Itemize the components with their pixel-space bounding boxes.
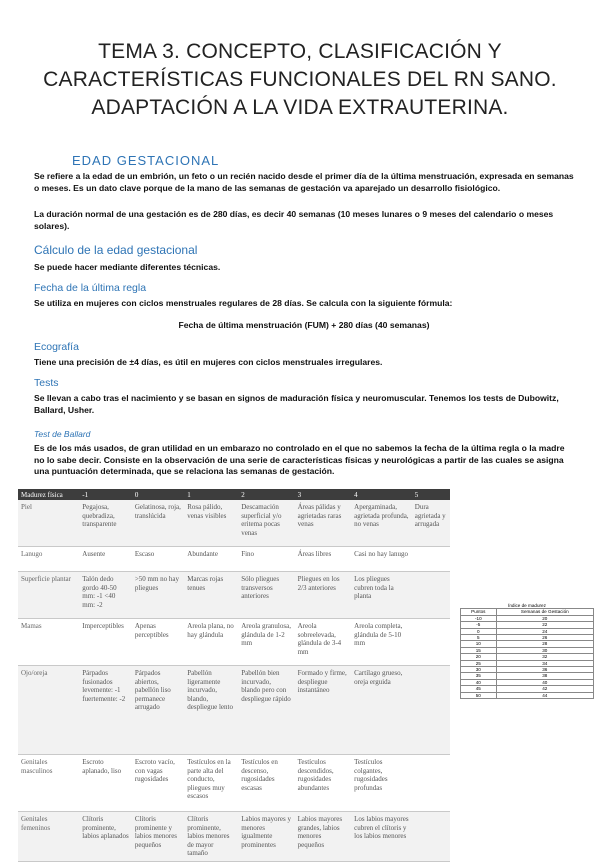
ballard-cell: Párpados abiertos, pabellón liso permanece arrugado bbox=[132, 666, 184, 755]
ballard-cell: Pabellón bien incurvado, blando pero con despliegue rápido bbox=[238, 666, 294, 755]
ballard-header-cell: 5 bbox=[412, 489, 450, 500]
ballard-row-label: Genitales masculinos bbox=[18, 755, 79, 812]
ballard-cell: Clítoris prominente, labios aplanados bbox=[79, 812, 132, 862]
ballard-cell: Fino bbox=[238, 547, 294, 572]
ballard-cell: Clítoris prominente y labios menores pequeños bbox=[132, 812, 184, 862]
ballard-cell: Párpados fusionados levemente: -1 fuertemente: -2 bbox=[79, 666, 132, 755]
maturity-index-cell: 28 bbox=[496, 641, 593, 647]
maturity-index-cell: 44 bbox=[496, 692, 593, 698]
maturity-index-cell: 32 bbox=[496, 654, 593, 660]
maturity-index-cell: 30 bbox=[461, 667, 497, 673]
paragraph-duracion-normal: La duración normal de una gestación es de 280 días, es decir 40 semanas (10 meses lunares o 9 meses del calendario o meses solares). bbox=[34, 209, 554, 231]
maturity-index-cell: 10 bbox=[461, 641, 497, 647]
ballard-cell: Pabellón ligeramente incurvado, blando, despliegue lento bbox=[184, 666, 238, 755]
paragraph-edad-definicion: Se refiere a la edad de un embrión, un feto o un recién nacido desde el primer día de la última menstruación, expresada en semanas o meses. Es un dato clave porque de la mano de las semanas de gestación va aparejado un desarrollo fisiológico. bbox=[34, 171, 574, 193]
maturity-index-cell: 20 bbox=[461, 654, 497, 660]
ballard-header-row bbox=[18, 489, 450, 500]
heading-calculo: Cálculo de la edad gestacional bbox=[34, 243, 198, 257]
ballard-cell: Cartílago grueso, oreja erguida bbox=[351, 666, 412, 755]
ballard-cell: Areola sobreelevada, glándula de 3-4 mm bbox=[295, 619, 352, 666]
heading-test-ballard: Test de Ballard bbox=[34, 429, 91, 439]
maturity-index-cell: 40 bbox=[461, 679, 497, 685]
maturity-index-cell: 50 bbox=[461, 692, 497, 698]
ballard-cell: Apergaminada, agrietada profunda, no venas bbox=[351, 500, 412, 547]
ballard-cell: Escaso bbox=[132, 547, 184, 572]
ballard-row bbox=[18, 619, 450, 666]
maturity-index-cell: 40 bbox=[496, 679, 593, 685]
ballard-cell: Talón dedo gordo 40-50 mm: -1 <40 mm: -2 bbox=[79, 572, 132, 619]
maturity-index-cell: -10 bbox=[461, 615, 497, 621]
ballard-cell: Gelatinosa, roja, translúcida bbox=[132, 500, 184, 547]
paragraph-ballard: Es de los más usados, de gran utilidad en un embarazo no controlado en el que no sabemos la fecha de la última regla o la madre no lo sabe decir. Consiste en la observación de una serie de características físicas y neurológicas a partir de las cuales se asigna una puntuación determinada, que se relaciona las semanas de gestación. bbox=[34, 443, 565, 476]
ballard-cell: Testículos en descenso, rugosidades escasas bbox=[238, 755, 294, 812]
ballard-header-cell: 2 bbox=[238, 489, 294, 500]
ballard-cell: Sólo pliegues transversos anteriores bbox=[238, 572, 294, 619]
maturity-index-cell: 38 bbox=[496, 673, 593, 679]
maturity-index-cell: 34 bbox=[496, 660, 593, 666]
ballard-cell: Áreas pálidas y agrietadas raras venas bbox=[295, 500, 352, 547]
ballard-row bbox=[18, 572, 450, 619]
maturity-index-cell: 25 bbox=[461, 660, 497, 666]
ballard-cell: Ausente bbox=[79, 547, 132, 572]
maturity-index-cell: 22 bbox=[496, 622, 593, 628]
ballard-cell: Areola plana, no hay glándula bbox=[184, 619, 238, 666]
ballard-table bbox=[18, 489, 450, 862]
title-line-1: TEMA 3. CONCEPTO, CLASIFICACIÓN Y bbox=[98, 40, 502, 63]
ballard-row-label: Mamas bbox=[18, 619, 79, 666]
ballard-row-label: Piel bbox=[18, 500, 79, 547]
ballard-cell: Los labios mayores cubren el clítoris y los labios menores bbox=[351, 812, 412, 862]
ballard-row-label: Lanugo bbox=[18, 547, 79, 572]
maturity-index-header: Semanas de Gestación bbox=[496, 609, 593, 615]
maturity-index-table bbox=[460, 603, 594, 699]
maturity-index-cell: -5 bbox=[461, 622, 497, 628]
paragraph-ecografia: Tiene una precisión de ±4 días, es útil en mujeres con ciclos menstruales irregulares. bbox=[34, 357, 383, 367]
paragraph-tests: Se llevan a cabo tras el nacimiento y se basan en signos de maduración física y neuromuscular. Tenemos los tests de Dubowitz, Ballard, Usher. bbox=[34, 393, 559, 415]
maturity-index-row bbox=[461, 692, 594, 698]
maturity-index-cell: 36 bbox=[496, 667, 593, 673]
ballard-cell: Labios mayores y menores igualmente prominentes bbox=[238, 812, 294, 862]
heading-ecografia: Ecografía bbox=[34, 341, 79, 353]
ballard-row bbox=[18, 547, 450, 572]
ballard-cell: Testículos colgantes, rugosidades profundas bbox=[351, 755, 412, 812]
ballard-cell: Clítoris prominente, labios menores de mayor tamaño bbox=[184, 812, 238, 862]
paragraph-calculo: Se puede hacer mediante diferentes técnicas. bbox=[34, 262, 221, 272]
ballard-row bbox=[18, 812, 450, 862]
title-line-2: CARACTERÍSTICAS FUNCIONALES DEL RN SANO. bbox=[43, 68, 557, 91]
ballard-header-cell: 4 bbox=[351, 489, 412, 500]
ballard-cell bbox=[412, 755, 450, 812]
heading-fecha-ultima-regla: Fecha de la última regla bbox=[34, 282, 147, 294]
maturity-index-cell: 5 bbox=[461, 635, 497, 641]
heading-edad-gestacional: EDAD GESTACIONAL bbox=[72, 153, 220, 168]
maturity-index-cell: 30 bbox=[496, 647, 593, 653]
maturity-index-cell: 0 bbox=[461, 628, 497, 634]
ballard-cell: Imperceptibles bbox=[79, 619, 132, 666]
ballard-cell bbox=[412, 619, 450, 666]
ballard-row-label: Ojo/oreja bbox=[18, 666, 79, 755]
maturity-index-cell: 26 bbox=[496, 635, 593, 641]
ballard-cell: Abundante bbox=[184, 547, 238, 572]
ballard-cell: Labios mayores grandes, labios menores pequeños bbox=[295, 812, 352, 862]
page-title bbox=[20, 38, 580, 122]
maturity-index-caption: Índice de madurez bbox=[508, 603, 546, 608]
ballard-header-cell: 3 bbox=[295, 489, 352, 500]
maturity-index-cell: 42 bbox=[496, 686, 593, 692]
ballard-cell bbox=[412, 547, 450, 572]
ballard-cell: Pliegues en los 2/3 anteriores bbox=[295, 572, 352, 619]
ballard-cell bbox=[412, 812, 450, 862]
ballard-cell: Rosa pálido, venas visibles bbox=[184, 500, 238, 547]
ballard-cell bbox=[412, 666, 450, 755]
formula-fum: Fecha de última menstruación (FUM) + 280 días (40 semanas) bbox=[178, 320, 430, 330]
ballard-cell: Formado y firme, despliegue instantáneo bbox=[295, 666, 352, 755]
ballard-cell: Escroto vacío, con vagas rugosidades bbox=[132, 755, 184, 812]
ballard-row bbox=[18, 755, 450, 812]
ballard-cell: Apenas perceptibles bbox=[132, 619, 184, 666]
maturity-index-cell: 20 bbox=[496, 615, 593, 621]
ballard-cell: >50 mm no hay pliegues bbox=[132, 572, 184, 619]
ballard-header-cell: 0 bbox=[132, 489, 184, 500]
paragraph-fecha: Se utiliza en mujeres con ciclos menstruales regulares de 28 días. Se calcula con la siguiente fórmula: bbox=[34, 298, 453, 308]
ballard-row bbox=[18, 500, 450, 547]
ballard-cell: Áreas libres bbox=[295, 547, 352, 572]
heading-tests: Tests bbox=[34, 377, 59, 389]
ballard-header-cell: 1 bbox=[184, 489, 238, 500]
title-line-3: ADAPTACIÓN A LA VIDA EXTRAUTERINA. bbox=[91, 96, 509, 119]
ballard-cell: Dura agrietada y arrugada bbox=[412, 500, 450, 547]
maturity-index-cell: 35 bbox=[461, 673, 497, 679]
ballard-cell: Marcas rojas tenues bbox=[184, 572, 238, 619]
ballard-cell: Areola completa, glándula de 5-10 mm bbox=[351, 619, 412, 666]
ballard-cell: Los pliegues cubren toda la planta bbox=[351, 572, 412, 619]
ballard-cell: Escroto aplanado, liso bbox=[79, 755, 132, 812]
ballard-cell bbox=[412, 572, 450, 619]
ballard-header-cell: -1 bbox=[79, 489, 132, 500]
maturity-index-cell: 15 bbox=[461, 647, 497, 653]
maturity-index-cell: 24 bbox=[496, 628, 593, 634]
ballard-row bbox=[18, 666, 450, 755]
ballard-cell: Descamación superficial y/o eritema pocas venas bbox=[238, 500, 294, 547]
ballard-header-cell: Madurez física bbox=[18, 489, 79, 500]
ballard-cell: Testículos en la parte alta del conducto, pliegues muy escasos bbox=[184, 755, 238, 812]
ballard-cell: Casi no hay lanugo bbox=[351, 547, 412, 572]
ballard-cell: Testículos descendidos, rugosidades abundantes bbox=[295, 755, 352, 812]
ballard-cell: Pegajosa, quebradiza, transparente bbox=[79, 500, 132, 547]
maturity-index-header: Puntos bbox=[461, 609, 497, 615]
maturity-index-cell: 45 bbox=[461, 686, 497, 692]
ballard-cell: Areola granulosa, glándula de 1-2 mm bbox=[238, 619, 294, 666]
ballard-row-label: Genitales femeninos bbox=[18, 812, 79, 862]
ballard-row-label: Superficie plantar bbox=[18, 572, 79, 619]
